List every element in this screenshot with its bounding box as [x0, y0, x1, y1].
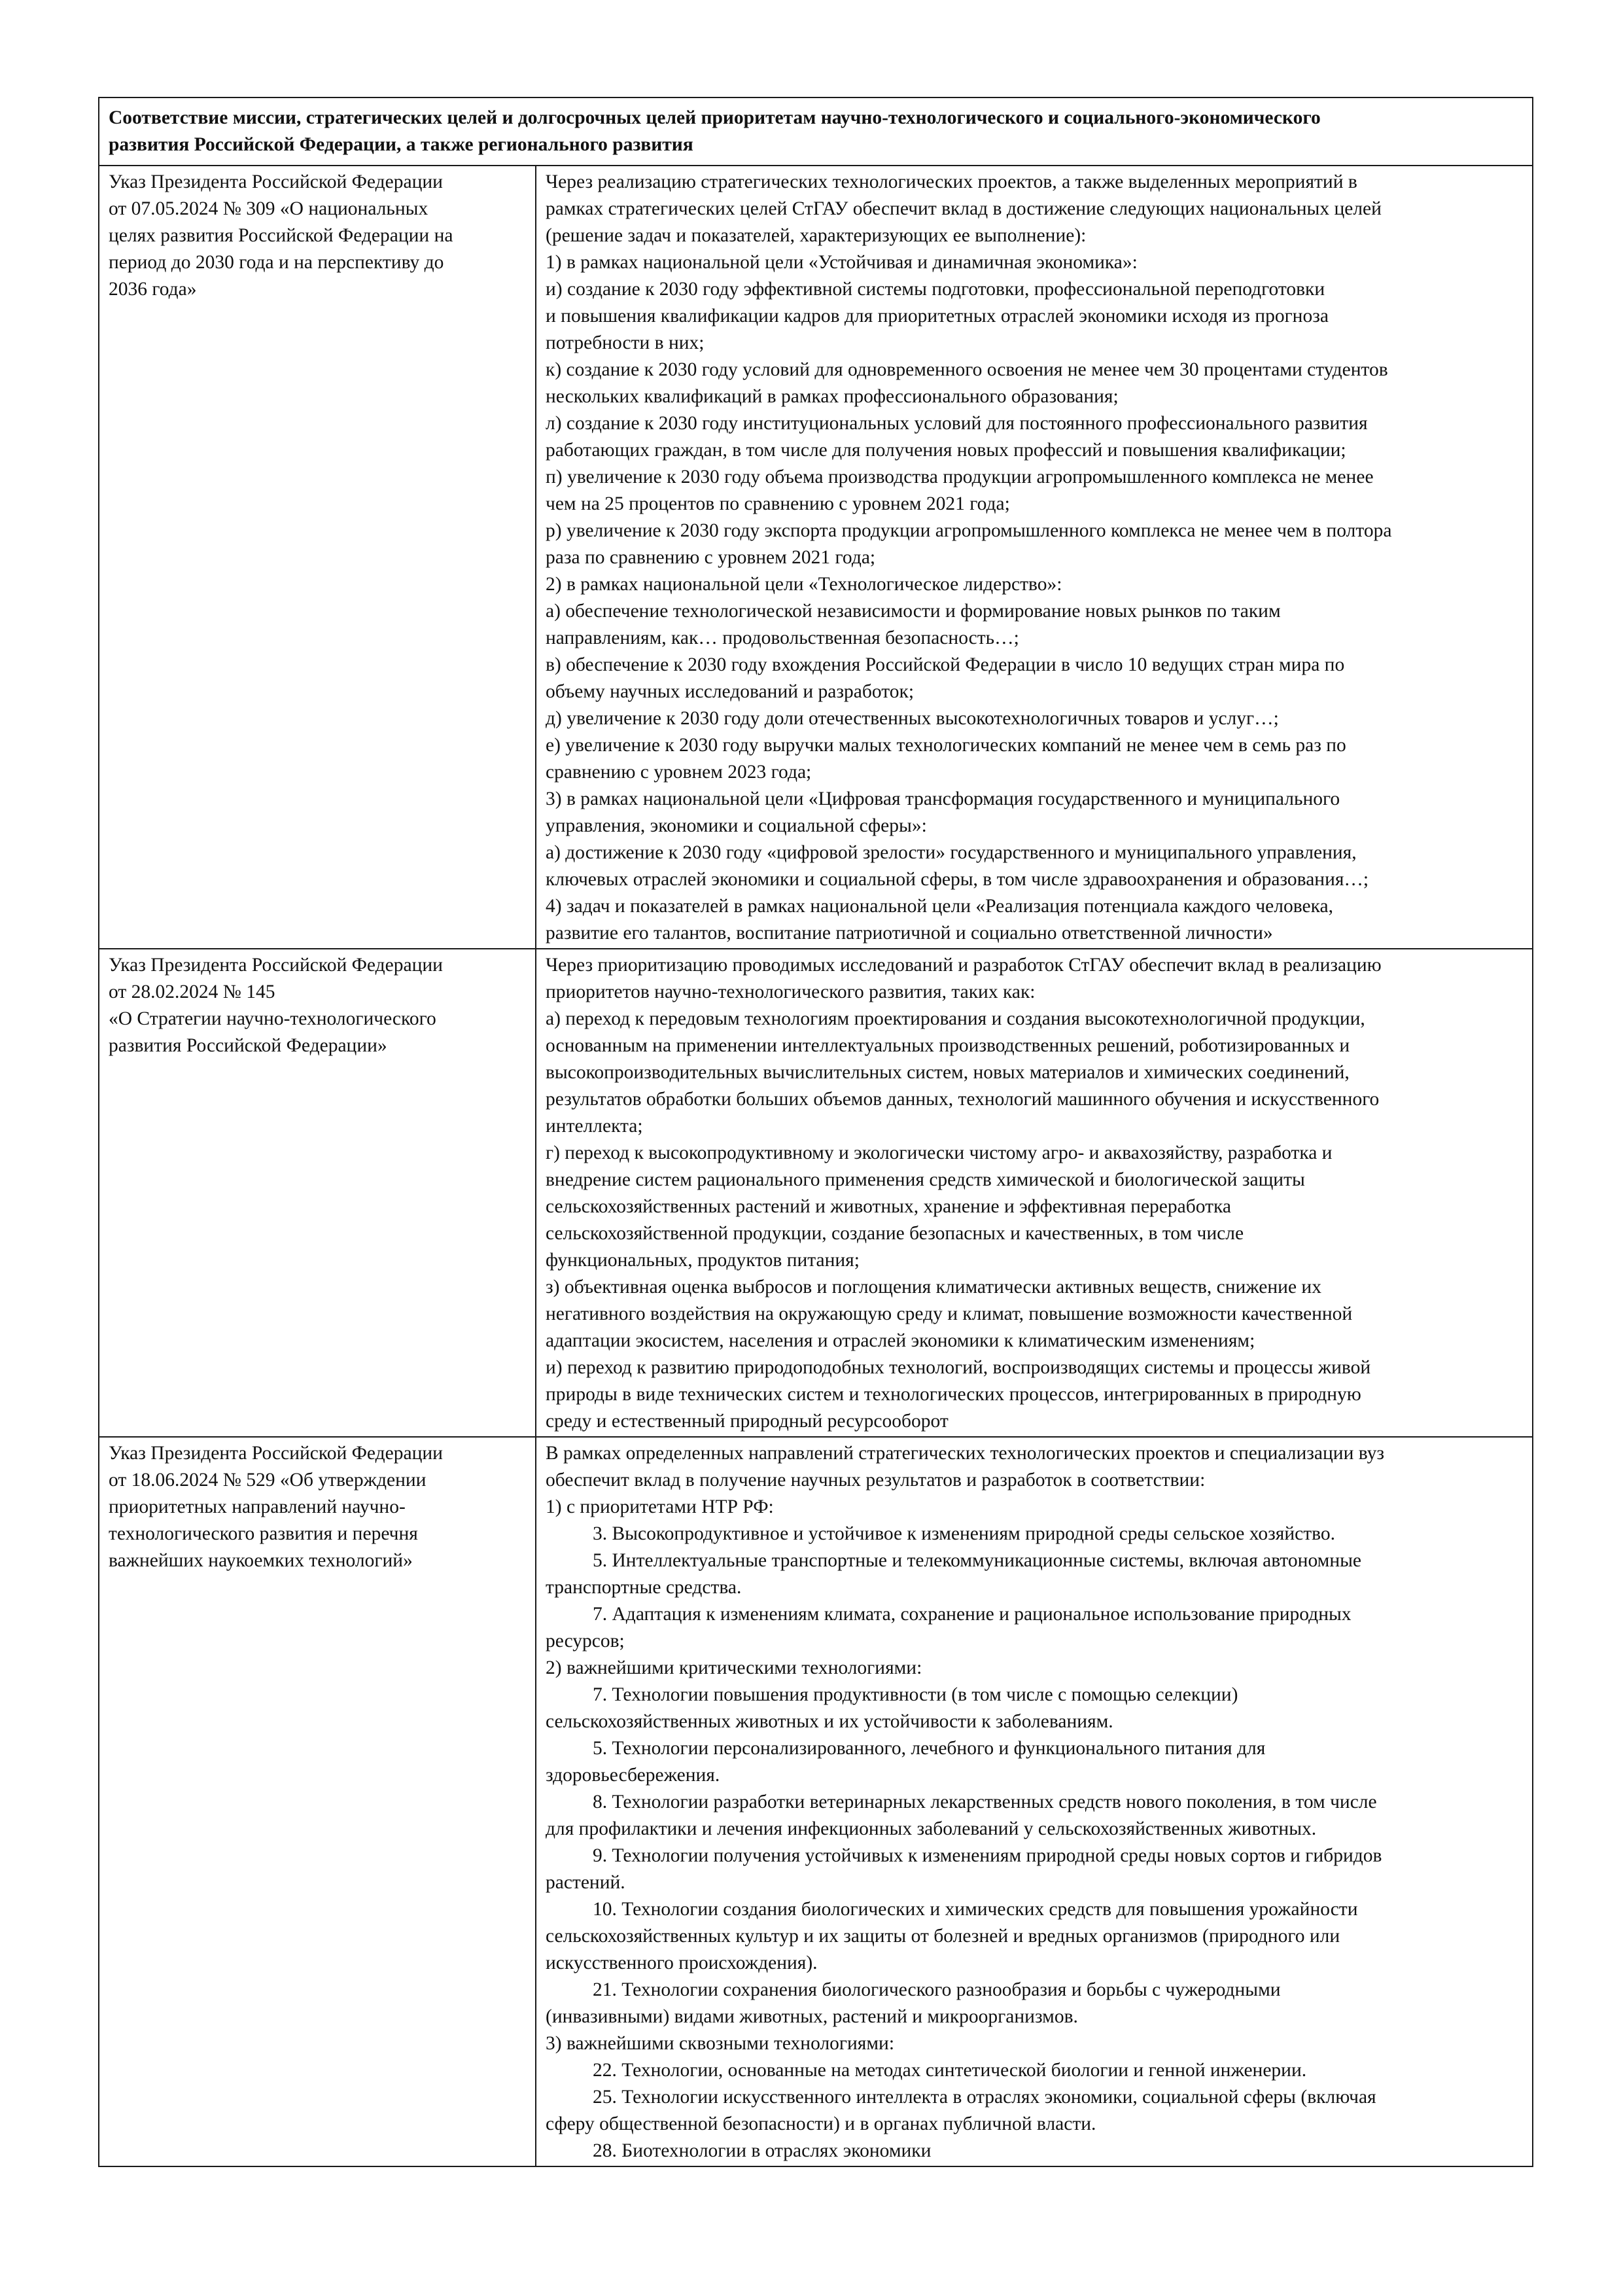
contribution-line: е) увеличение к 2030 году выручки малых технологических компаний не менее чем в семь раз по [546, 735, 1346, 756]
table-row [99, 1437, 1533, 2166]
contribution-line: 21. Технологии сохранения биологического разнообразия и борьбы с чужеродными [593, 1979, 1281, 2000]
contribution-line: 3) важнейшими сквозными технологиями: [546, 2033, 895, 2054]
contribution-line: в) обеспечение к 2030 году вхождения Российской Федерации в число 10 ведущих стран мира по [546, 654, 1345, 675]
decree-line: период до 2030 года и на перспективу до [109, 252, 444, 273]
contribution-line: 2) важнейшими критическими технологиями: [546, 1657, 922, 1678]
contribution-line: рамках стратегических целей СтГАУ обеспечит вклад в достижение следующих национальных целей [546, 198, 1382, 219]
contribution-line: а) обеспечение технологической независимости и формирование новых рынков по таким [546, 601, 1281, 622]
decree-line: Указ Президента Российской Федерации [109, 1443, 443, 1464]
table-header-cell [99, 97, 1533, 166]
contribution-line: г) переход к высокопродуктивному и экологически чистому агро- и аквахозяйству, разработка и [546, 1142, 1333, 1163]
contribution-line: развитие его талантов, воспитание патриотичной и социально ответственной личности» [546, 923, 1273, 944]
contribution-line: обеспечит вклад в получение научных результатов и разработок в соответствии: [546, 1470, 1206, 1491]
contribution-line: 2) в рамках национальной цели «Технологическое лидерство»: [546, 574, 1062, 595]
alignment-table [98, 97, 1533, 2167]
contribution-line: сельскохозяйственных животных и их устойчивости к заболеваниям. [546, 1711, 1113, 1732]
contribution-line: растений. [546, 1872, 625, 1893]
contribution-line: приоритетов научно-технологического развития, таких как: [546, 981, 1036, 1002]
contribution-line: а) достижение к 2030 году «цифровой зрелости» государственного и муниципального управления, [546, 842, 1357, 863]
contribution-line: интеллекта; [546, 1116, 643, 1137]
contribution-line: негативного воздействия на окружающую среду и климат, повышение возможности качественной [546, 1303, 1353, 1324]
contribution-line: функциональных, продуктов питания; [546, 1250, 860, 1271]
header-line: Соответствие миссии, стратегических целей и долгосрочных целей приоритетам научно-технологического и социального-экономического [109, 107, 1321, 128]
contribution-line: 22. Технологии, основанные на методах синтетической биологии и генной инженерии. [593, 2060, 1307, 2081]
contribution-line: 4) задач и показателей в рамках национальной цели «Реализация потенциала каждого человека, [546, 896, 1333, 917]
contribution-line: з) объективная оценка выбросов и поглощения климатически активных веществ, снижение их [546, 1277, 1321, 1298]
contribution-line: адаптации экосистем, населения и отраслей экономики к климатическим изменениям; [546, 1330, 1255, 1351]
contribution-line: 25. Технологии искусственного интеллекта в отраслях экономики, социальной сферы (включая [593, 2087, 1376, 2108]
contribution-line: Через приоритизацию проводимых исследований и разработок СтГАУ обеспечит вклад в реализацию [546, 955, 1382, 976]
contribution-line: искусственного происхождения). [546, 1952, 818, 1973]
contribution-line: 10. Технологии создания биологических и химических средств для повышения урожайности [593, 1899, 1358, 1920]
contribution-line: п) увеличение к 2030 году объема производства продукции агропромышленного комплекса не менее [546, 467, 1374, 487]
decree-line: развития Российской Федерации» [109, 1035, 387, 1056]
contribution-line: основанным на применении интеллектуальных производственных решений, роботизированных и [546, 1035, 1350, 1056]
contribution-line: 5. Интеллектуальные транспортные и телекоммуникационные системы, включая автономные [593, 1550, 1362, 1571]
decree-line: приоритетных направлений научно- [109, 1496, 406, 1517]
contribution-line: 7. Технологии повышения продуктивности (в том числе с помощью селекции) [593, 1684, 1238, 1705]
contribution-line: 3) в рамках национальной цели «Цифровая трансформация государственного и муниципального [546, 788, 1340, 809]
decree-line: важнейших наукоемких технологий» [109, 1550, 413, 1571]
contribution-line: 1) в рамках национальной цели «Устойчивая и динамичная экономика»: [546, 252, 1138, 273]
table-row [99, 949, 1533, 1437]
contribution-line: и повышения квалификации кадров для приоритетных отраслей экономики исходя из прогноза [546, 306, 1329, 327]
contribution-line: д) увеличение к 2030 году доли отечественных высокотехнологичных товаров и услуг…; [546, 708, 1279, 729]
decree-line: Указ Президента Российской Федерации [109, 171, 443, 192]
contribution-line: сельскохозяйственных растений и животных, хранение и эффективная переработка [546, 1196, 1231, 1217]
contribution-line: Через реализацию стратегических технологических проектов, а также выделенных мероприятий в [546, 171, 1357, 192]
contribution-line: для профилактики и лечения инфекционных заболеваний у сельскохозяйственных животных. [546, 1818, 1317, 1839]
contribution-line: и) переход к развитию природоподобных технологий, воспроизводящих системы и процессы живой [546, 1357, 1371, 1378]
contribution-line: сельскохозяйственной продукции, создание безопасных и качественных, в том числе [546, 1223, 1244, 1244]
contribution-line: (решение задач и показателей, характеризующих ее выполнение): [546, 225, 1087, 246]
contribution-line: а) переход к передовым технологиям проектирования и создания высокотехнологичной продукции, [546, 1008, 1365, 1029]
contribution-line: 8. Технологии разработки ветеринарных лекарственных средств нового поколения, в том числе [593, 1792, 1377, 1812]
decree-line: «О Стратегии научно-технологического [109, 1008, 436, 1029]
contribution-line: среду и естественный природный ресурсооборот [546, 1411, 949, 1432]
contribution-line: 28. Биотехнологии в отраслях экономики [593, 2140, 932, 2161]
contribution-line: 3. Высокопродуктивное и устойчивое к изменениям природной среды сельское хозяйство. [593, 1523, 1335, 1544]
contribution-line: л) создание к 2030 году институциональных условий для постоянного профессионального развития [546, 413, 1368, 434]
contribution-line: чем на 25 процентов по сравнению с уровнем 2021 года; [546, 493, 1010, 514]
contribution-cell [536, 1437, 1533, 2166]
decree-line: целях развития Российской Федерации на [109, 225, 453, 246]
contribution-line: сравнению с уровнем 2023 года; [546, 762, 812, 783]
contribution-line: и) создание к 2030 году эффективной системы подготовки, профессиональной переподготовки [546, 279, 1325, 300]
decree-line: технологического развития и перечня [109, 1523, 418, 1544]
contribution-line: сельскохозяйственных культур и их защиты от болезней и вредных организмов (природного или [546, 1926, 1340, 1947]
decree-cell [99, 1437, 536, 2166]
contribution-line: объему научных исследований и разработок; [546, 681, 915, 702]
contribution-line: ресурсов; [546, 1631, 625, 1651]
decree-cell [99, 166, 536, 949]
contribution-line: ключевых отраслей экономики и социальной сферы, в том числе здравоохранения и образования…; [546, 869, 1369, 890]
contribution-line: управления, экономики и социальной сферы»: [546, 815, 927, 836]
contribution-line: природы в виде технических систем и технологических процессов, интегрированных в природную [546, 1384, 1361, 1405]
header-line: развития Российской Федерации, а также регионального развития [109, 134, 693, 155]
contribution-line: к) создание к 2030 году условий для одновременного освоения не менее чем 30 процентами студентов [546, 359, 1388, 380]
contribution-line: В рамках определенных направлений стратегических технологических проектов и специализации вуз [546, 1443, 1385, 1464]
contribution-line: внедрение систем рационального применения средств химической и биологической защиты [546, 1169, 1305, 1190]
decree-line: 2036 года» [109, 279, 197, 300]
table-row [99, 166, 1533, 949]
contribution-line: высокопроизводительных вычислительных систем, новых материалов и химических соединений, [546, 1062, 1350, 1083]
contribution-line: (инвазивными) видами животных, растений и микроорганизмов. [546, 2006, 1078, 2027]
contribution-cell [536, 166, 1533, 949]
decree-line: от 18.06.2024 № 529 «Об утверждении [109, 1470, 427, 1491]
contribution-line: раза по сравнению с уровнем 2021 года; [546, 547, 876, 568]
contribution-line: 7. Адаптация к изменениям климата, сохранение и рациональное использование природных [593, 1604, 1352, 1625]
decree-line: от 07.05.2024 № 309 «О национальных [109, 198, 428, 219]
contribution-line: направлениям, как… продовольственная безопасность…; [546, 627, 1019, 648]
contribution-line: работающих граждан, в том числе для получения новых профессий и повышения квалификации; [546, 440, 1346, 461]
contribution-line: нескольких квалификаций в рамках профессионального образования; [546, 386, 1119, 407]
table-header-row [99, 97, 1533, 166]
contribution-line: 1) с приоритетами НТР РФ: [546, 1496, 774, 1517]
decree-cell [99, 949, 536, 1437]
decree-line: от 28.02.2024 № 145 [109, 981, 275, 1002]
contribution-cell [536, 949, 1533, 1437]
contribution-line: 5. Технологии персонализированного, лечебного и функционального питания для [593, 1738, 1266, 1759]
decree-line: Указ Президента Российской Федерации [109, 955, 443, 976]
contribution-line: сферу общественной безопасности) и в органах публичной власти. [546, 2113, 1096, 2134]
contribution-line: 9. Технологии получения устойчивых к изменениям природной среды новых сортов и гибридов [593, 1845, 1382, 1866]
contribution-line: транспортные средства. [546, 1577, 742, 1598]
contribution-line: потребности в них; [546, 332, 705, 353]
contribution-line: результатов обработки больших объемов данных, технологий машинного обучения и искусственного [546, 1089, 1380, 1110]
contribution-line: здоровьесбережения. [546, 1765, 720, 1786]
contribution-line: р) увеличение к 2030 году экспорта продукции агропромышленного комплекса не менее чем в полтора [546, 520, 1392, 541]
